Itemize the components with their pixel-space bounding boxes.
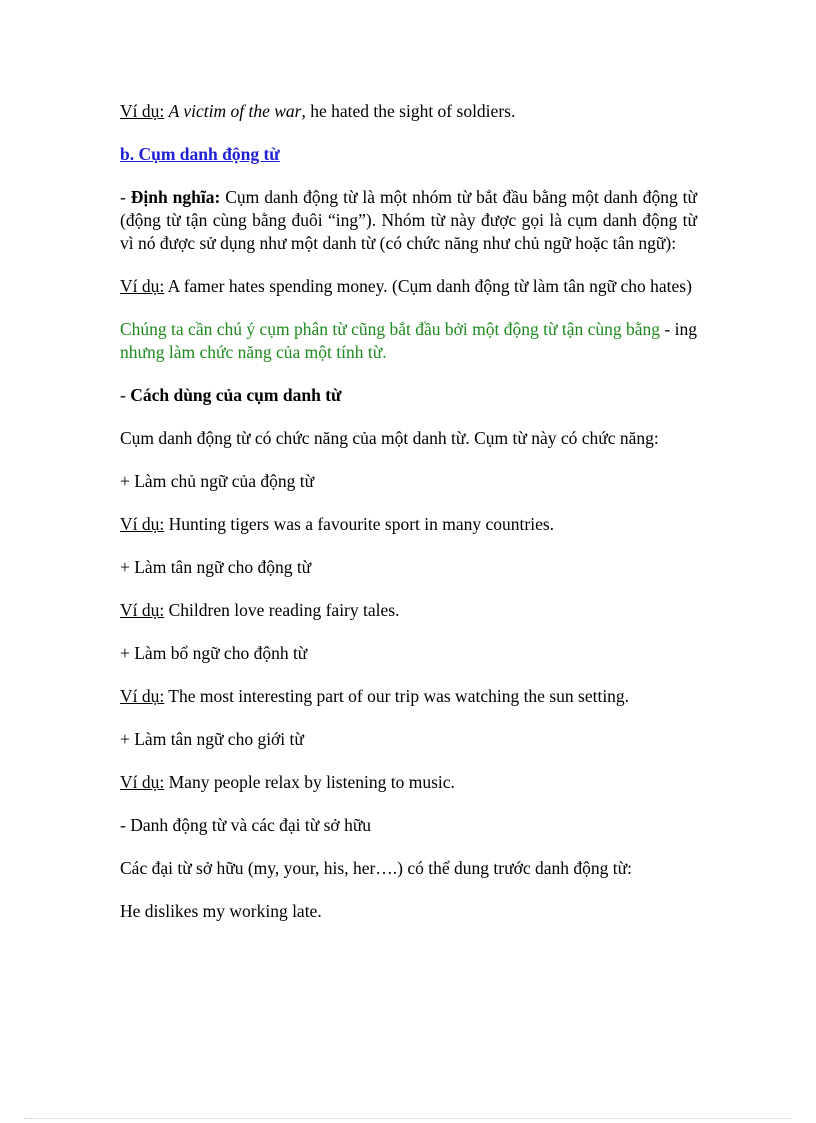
- document-page: [120, 100, 697, 943]
- note-text-part1: Chúng ta cần chú ý cụm phân từ cũng bắt đầu bởi một động từ tận cùng bằng: [120, 319, 661, 339]
- example-text: Children love reading fairy tales.: [164, 600, 400, 620]
- usage-intro: Cụm danh động từ có chức năng của một danh từ. Cụm từ này có chức năng:: [120, 428, 659, 448]
- possessive-text: Các đại từ sở hữu (my, your, his, her….) có thể dung trước danh động từ:: [120, 858, 632, 878]
- example-label: Ví dụ:: [120, 101, 165, 121]
- example-paragraph-victim: [120, 100, 697, 123]
- section-heading[interactable]: [120, 143, 697, 166]
- example-label: Ví dụ:: [120, 600, 165, 620]
- example-text: A famer hates spending money. (Cụm danh động từ làm tân ngữ cho hates): [164, 276, 692, 296]
- example-text: Many people relax by listening to music.: [164, 772, 455, 792]
- example-text: The most interesting part of our trip was watching the sun setting.: [164, 686, 630, 706]
- function-complement: + Làm bổ ngữ cho độnh từ: [120, 643, 308, 663]
- possessive-title: - Danh động từ và các đại từ sở hữu: [120, 815, 372, 835]
- definition-prefix: -: [120, 187, 131, 207]
- usage-label: Cách dùng của cụm danh từ: [130, 385, 342, 405]
- example-paragraph-hunting: [120, 513, 697, 536]
- example-label: Ví dụ:: [120, 514, 165, 534]
- definition-label: Định nghĩa:: [130, 187, 221, 207]
- example-paragraph-children: [120, 599, 697, 622]
- definition-text: Cụm danh động từ là một nhóm từ bắt đầu bằng một danh động từ (động từ tận cùng bằng đuôi “ing”). Nhóm từ này được gọi là cụm danh động từ vì nó được sử dụng như một danh từ (có chức năng như chủ ngữ hoặc tân ngữ):: [120, 187, 698, 253]
- function-subject: + Làm chủ ngữ của động từ: [120, 471, 315, 491]
- example-text: Hunting tigers was a favourite sport in many countries.: [164, 514, 555, 534]
- function-object: + Làm tân ngữ cho động từ: [120, 557, 312, 577]
- example-text: , he hated the sight of soldiers.: [301, 101, 516, 121]
- note-text-ing: - ing: [660, 319, 697, 339]
- example-paragraph-music: [120, 771, 697, 794]
- example-label: Ví dụ:: [120, 276, 165, 296]
- section-heading-link[interactable]: b. Cụm danh động từ: [120, 144, 280, 164]
- note-text-part2: nhưng làm chức năng của một tính từ.: [120, 342, 387, 362]
- function-preposition-object: + Làm tân ngữ cho giới từ: [120, 729, 304, 749]
- possessive-example: He dislikes my working late.: [120, 901, 322, 921]
- page-bottom-divider: [24, 1118, 792, 1119]
- usage-heading: [120, 384, 697, 407]
- example-paragraph-trip: [120, 685, 697, 708]
- example-paragraph-famer: [120, 275, 697, 298]
- definition-paragraph: [120, 186, 697, 255]
- usage-prefix: -: [120, 385, 131, 405]
- note-paragraph: [120, 318, 697, 364]
- example-italic-phrase: A victim of the war: [168, 101, 302, 121]
- example-label: Ví dụ:: [120, 686, 165, 706]
- example-label: Ví dụ:: [120, 772, 165, 792]
